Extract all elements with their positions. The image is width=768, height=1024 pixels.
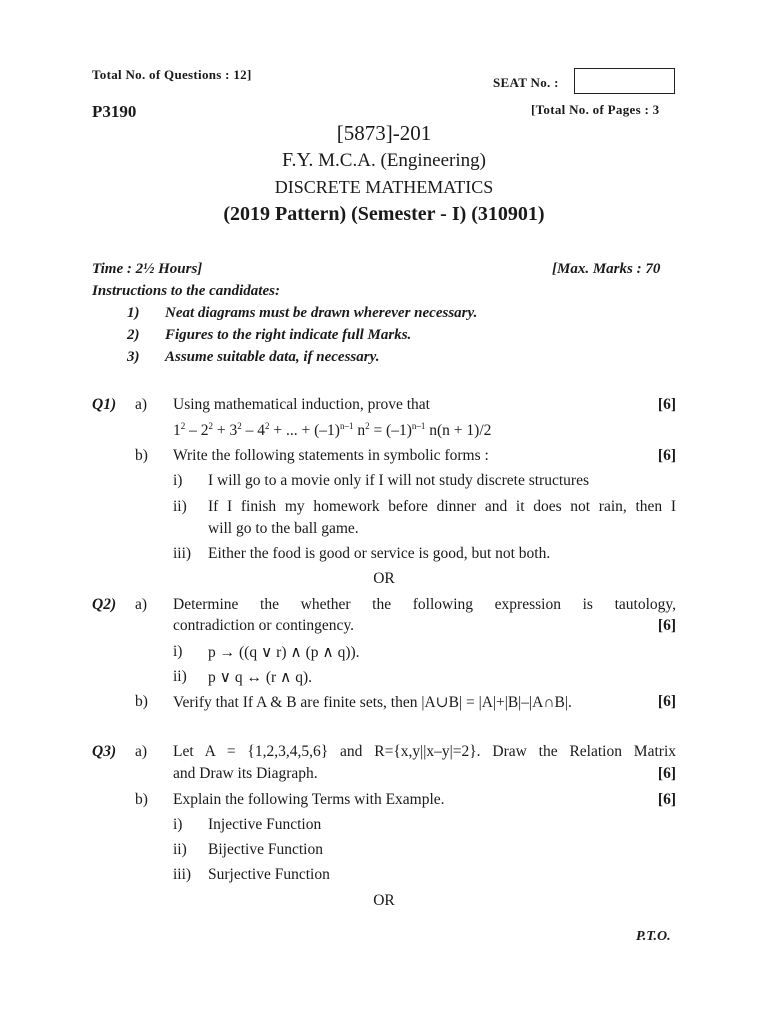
item-num: i) [173,472,183,489]
or-separator: OR [373,570,395,587]
course-rest: M.C.A. (Engineering) [318,150,486,171]
instruction-num: 2) [127,327,140,343]
formula-term: = (–1) [369,422,412,439]
question-text: Explain the following Terms with Example. [173,791,445,808]
formula-term: n(n + 1)/2 [425,422,492,439]
marks: [6] [657,791,676,808]
marks: [6] [657,447,676,464]
item-num: ii) [173,841,187,858]
question-label: Q2) [92,596,117,613]
seat-number-box [574,68,675,94]
formula-exponent: n–1 [339,420,354,431]
marks: [6] [657,765,676,782]
formula-term: + ... + (–1) [269,422,340,439]
course-title [0,149,768,172]
formula-exponent: 2 [237,420,242,431]
formula-exponent: 2 [208,420,213,431]
formula-term: n [353,422,366,439]
question-label: Q1) [92,396,117,413]
formula-term: – 2 [185,422,209,439]
question-text: Determine the whether the following expression is tautology, [173,596,676,613]
instructions-title: Instructions to the candidates: [92,283,280,299]
induction-formula [173,422,491,440]
formula-exponent: 2 [265,420,270,431]
formula-exponent: 2 [365,420,370,431]
part-label: a) [135,396,148,413]
page-turn-note: P.T.O. [636,929,671,944]
item-text: Surjective Function [208,866,330,883]
item-num: i) [173,816,183,833]
item-text: p → ((q ∨ r) ∧ (p ∧ q)). [208,644,360,661]
marks: [6] [657,617,676,634]
item-text: I will go to a movie only if I will not study discrete structures [208,472,589,489]
item-text: p ∨ q ↔ (r ∧ q). [208,669,313,686]
item-text: Injective Function [208,816,322,833]
instruction-num: 1) [127,305,140,321]
question-label: Q3) [92,743,117,760]
part-label: b) [135,447,148,464]
marks: [6] [657,396,676,413]
item-num: ii) [173,668,187,685]
subject-title: DISCRETE MATHEMATICS [274,177,494,197]
instruction-text: Neat diagrams must be drawn wherever necessary. [165,305,478,321]
question-text: Using mathematical induction, prove that [173,396,430,413]
item-text-continued: will go to the ball game. [208,520,359,537]
formula-term: + 3 [213,422,238,439]
item-num: iii) [173,545,192,562]
total-questions: Total No. of Questions : 12] [92,67,252,82]
formula-exponent: 2 [180,420,186,431]
course-abbr: F.Y. [282,149,314,171]
max-marks: [Max. Marks : 70 [552,261,661,277]
part-label: b) [135,693,148,710]
part-label: b) [135,791,148,808]
instruction-num: 3) [127,349,140,365]
item-text: If I finish my homework before dinner and it does not rain, then I [208,498,676,515]
total-pages: [Total No. of Pages : 3 [531,102,660,117]
paper-code: P3190 [92,102,137,121]
item-text: Bijective Function [208,841,323,858]
question-text: Let A = {1,2,3,4,5,6} and R={x,y||x–y|=2}. Draw the Relation Matrix [173,743,676,760]
seat-label: SEAT No. : [493,75,559,90]
question-text-continued: and Draw its Diagraph. [173,765,318,782]
item-num: iii) [173,866,192,883]
exam-code: [5873]-201 [336,121,432,145]
formula-term: – 4 [241,422,265,439]
item-text: Either the food is good or service is good, but not both. [208,545,551,562]
or-separator: OR [373,892,395,909]
part-label: a) [135,596,148,613]
part-label: a) [135,743,148,760]
item-num: ii) [173,498,187,515]
instruction-text: Assume suitable data, if necessary. [165,349,380,365]
item-num: i) [173,643,183,660]
formula-term: 1 [173,422,181,439]
marks: [6] [657,693,676,710]
instruction-text: Figures to the right indicate full Marks. [165,327,412,343]
pattern-line: (2019 Pattern) (Semester - I) (310901) [223,203,545,225]
question-text: Verify that If A & B are finite sets, then |A∪B| = |A|+|B|–|A∩B|. [173,694,572,711]
exam-time: Time : 2½ Hours] [92,261,203,277]
question-text-continued: contradiction or contingency. [173,617,355,634]
formula-exponent: n–1 [411,420,426,431]
question-text: Write the following statements in symbolic forms : [173,447,489,464]
